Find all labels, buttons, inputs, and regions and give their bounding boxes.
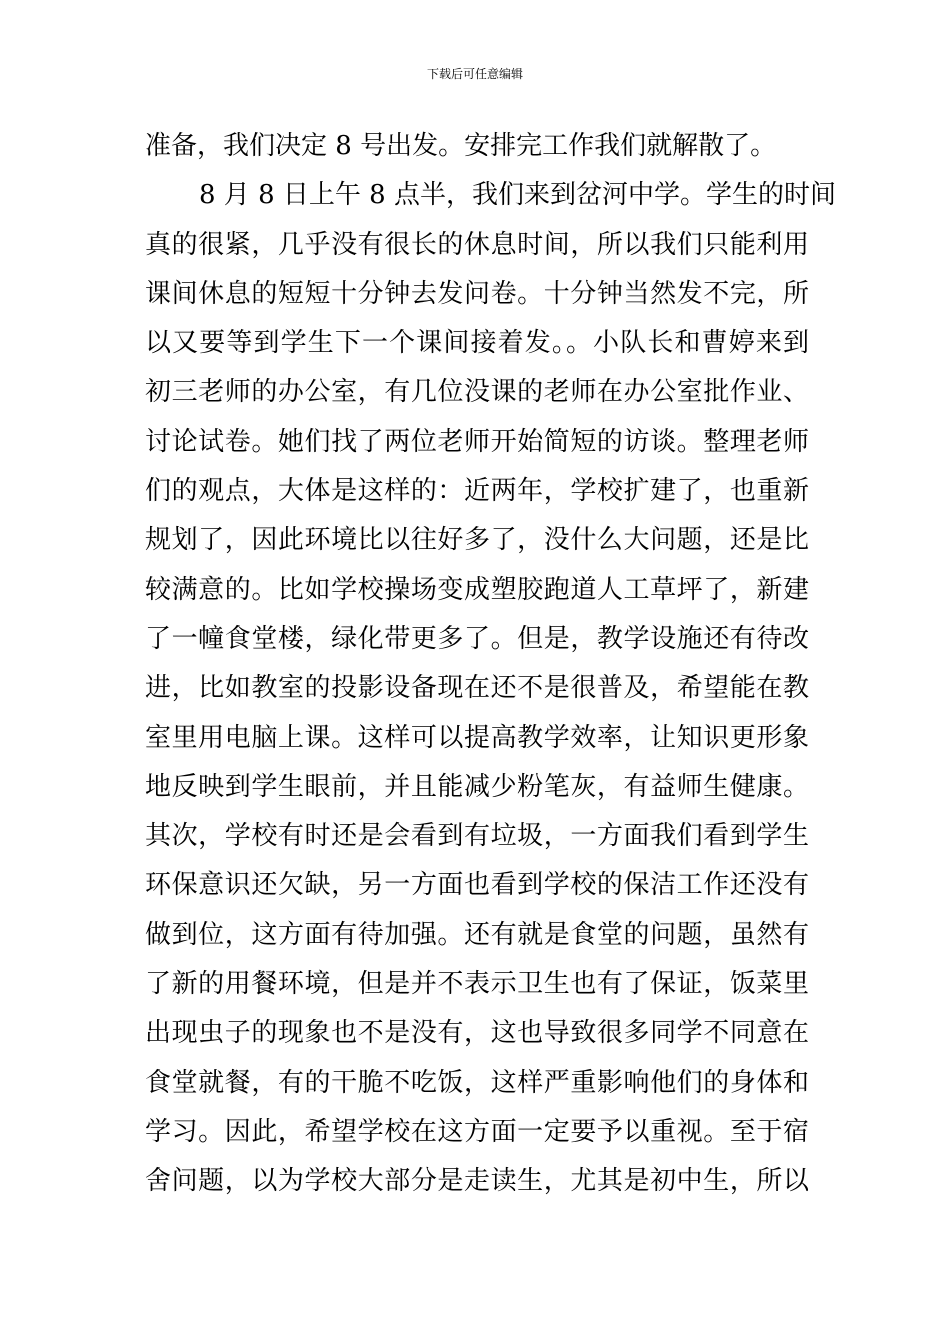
text-line: 其次，学校有时还是会看到有垃圾，一方面我们看到学生: [145, 821, 809, 852]
text-line: 环保意识还欠缺，另一方面也看到学校的保洁工作还没有: [145, 870, 809, 901]
text-line: 学习。因此，希望学校在这方面一定要予以重视。至于宿: [145, 1116, 809, 1147]
text-line: 舍问题，以为学校大部分是走读生，尤其是初中生，所以: [145, 1166, 809, 1197]
text-line: 规划了，因此环境比以往好多了，没什么大问题，还是比: [145, 525, 809, 556]
text-line: 较满意的。比如学校操场变成塑胶跑道人工草坪了，新建: [145, 574, 809, 605]
text-line: 课间休息的短短十分钟去发问卷。十分钟当然发不完，所: [145, 278, 809, 309]
page-header: 下载后可任意编辑: [426, 67, 523, 81]
text-line: 做到位，这方面有待加强。还有就是食堂的问题，虽然有: [145, 919, 809, 950]
text-line: 讨论试卷。她们找了两位老师开始简短的访谈。整理老师: [145, 426, 809, 457]
text-line: 出现虫子的现象也不是没有，这也导致很多同学不同意在: [145, 1018, 809, 1049]
body-text: [145, 122, 836, 1207]
text-line: 以又要等到学生下一个课间接着发。。小队长和曹婷来到: [145, 328, 809, 359]
text-line: 室里用电脑上课。这样可以提高教学效率，让知识更形象: [145, 722, 809, 753]
text-line: 地反映到学生眼前，并且能减少粉笔灰，有益师生健康。: [145, 771, 809, 802]
text-line: 8 月 8 日上午 8 点半，我们来到岔河中学。学生的时间: [199, 180, 836, 211]
text-line: 们的观点，大体是这样的：近两年，学校扩建了，也重新: [145, 476, 809, 507]
text-line: 了新的用餐环境，但是并不表示卫生也有了保证，饭菜里: [145, 969, 809, 1000]
text-line: 了一幢食堂楼，绿化带更多了。但是，教学设施还有待改: [145, 623, 809, 654]
text-line: 食堂就餐，有的干脆不吃饭，这样严重影响他们的身体和: [145, 1067, 809, 1098]
text-line: 初三老师的办公室，有几位没课的老师在办公室批作业、: [145, 377, 809, 408]
text-line: 准备，我们决定 8 号出发。安排完工作我们就解散了。: [145, 131, 777, 161]
text-line: 进，比如教室的投影设备现在还不是很普及，希望能在教: [145, 673, 809, 704]
text-line: 真的很紧，几乎没有很长的休息时间，所以我们只能利用: [145, 229, 809, 260]
